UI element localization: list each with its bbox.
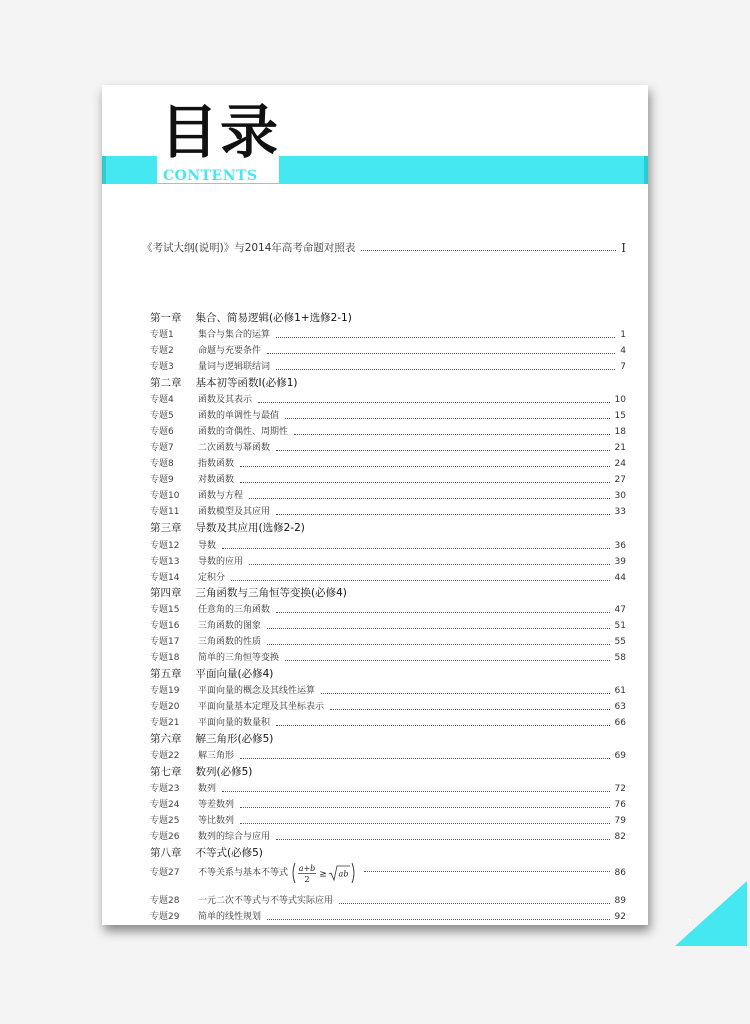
toc-entry-syllabus[interactable]: [142, 240, 626, 254]
toc-entry[interactable]: [150, 392, 626, 406]
chapter-title: 解三角形(必修5): [195, 733, 274, 745]
toc-entry[interactable]: [150, 683, 626, 697]
toc-entry[interactable]: [150, 797, 626, 811]
chapter-title: 导数及其应用(选修2-2): [195, 522, 305, 534]
topic-page: 55: [614, 637, 626, 647]
toc-entry[interactable]: [150, 909, 626, 923]
topic-page: 92: [614, 912, 626, 922]
topic-title: 定积分: [198, 573, 226, 583]
toc-entry[interactable]: [150, 602, 626, 616]
page-subtitle: CONTENTS: [163, 168, 258, 184]
dot-leader: [222, 548, 610, 549]
topic-title: 函数与方程: [198, 491, 244, 501]
page-corner-marker: [675, 881, 747, 946]
dot-leader: [276, 612, 610, 613]
topic-number: 专题1: [150, 330, 174, 340]
toc-page: [102, 85, 648, 925]
toc-entry[interactable]: [150, 359, 626, 373]
page-title: 目录: [160, 98, 281, 166]
toc-entry[interactable]: [150, 456, 626, 470]
dot-leader: [276, 839, 610, 840]
topic-title: 导数: [198, 541, 217, 551]
topic-page: 72: [614, 784, 626, 794]
toc-entry[interactable]: [150, 538, 626, 552]
topic-page: 47: [614, 605, 626, 615]
dot-leader: [330, 709, 610, 710]
topic-page: 76: [614, 800, 626, 810]
topic-page: 33: [614, 507, 626, 517]
toc-entry[interactable]: [150, 650, 626, 664]
dot-leader: [231, 580, 610, 581]
topic-number: 专题4: [150, 395, 174, 405]
topic-page: 15: [614, 411, 626, 421]
topic-title: 等差数列: [198, 800, 235, 810]
inequality-formula: [290, 864, 358, 884]
topic-page: 58: [614, 653, 626, 663]
dot-leader: [276, 514, 610, 515]
chapter-number: 第三章: [150, 522, 182, 534]
topic-page: 89: [614, 896, 626, 906]
topic-number: 专题6: [150, 427, 174, 437]
toc-entry-page: I: [621, 241, 626, 255]
chapter-title: 数列(必修5): [195, 766, 253, 778]
topic-title: 不等关系与基本不等式: [198, 868, 289, 878]
dot-leader: [240, 482, 610, 483]
chapter-title: 不等式(必修5): [195, 847, 263, 859]
topic-title: 函数的奇偶性、周期性: [198, 427, 289, 437]
topic-number: 专题23: [150, 784, 180, 794]
topic-title: 平面向量的概念及其线性运算: [198, 686, 316, 696]
toc-entry[interactable]: [150, 781, 626, 795]
topic-page: 63: [614, 702, 626, 712]
toc-entry[interactable]: [150, 488, 626, 502]
dot-leader: [240, 823, 610, 824]
dot-leader: [361, 250, 616, 251]
chapter-heading[interactable]: [150, 311, 626, 325]
dot-leader: [249, 564, 610, 565]
dot-leader: [240, 758, 610, 759]
chapter-heading[interactable]: [150, 667, 626, 681]
topic-number: 专题13: [150, 557, 180, 567]
topic-number: 专题25: [150, 816, 180, 826]
dot-leader: [276, 337, 615, 338]
topic-number: 专题28: [150, 896, 180, 906]
chapter-number: 第七章: [150, 766, 182, 778]
toc-entry[interactable]: [150, 327, 626, 341]
topic-title: 平面向量的数量积: [198, 718, 271, 728]
topic-number: 专题22: [150, 751, 180, 761]
topic-title: 数列: [198, 784, 217, 794]
topic-number: 专题2: [150, 346, 174, 356]
topic-page: 21: [614, 443, 626, 453]
topic-page: 36: [614, 541, 626, 551]
topic-number: 专题24: [150, 800, 180, 810]
toc-entry[interactable]: [150, 343, 626, 357]
topic-title: 集合与集合的运算: [198, 330, 271, 340]
topic-title: 量词与逻辑联结词: [198, 362, 271, 372]
topic-title: 命题与充要条件: [198, 346, 262, 356]
corner-page-number: 1: [687, 918, 693, 927]
topic-page: 66: [614, 718, 626, 728]
left-paren: [293, 863, 295, 883]
chapter-title: 平面向量(必修4): [195, 668, 274, 680]
topic-number: 专题3: [150, 362, 174, 372]
dot-leader: [258, 402, 610, 403]
toc-entry[interactable]: [150, 472, 626, 486]
chapter-number: 第八章: [150, 847, 182, 859]
toc-entry[interactable]: [150, 699, 626, 713]
topic-page: 51: [614, 621, 626, 631]
topic-page: 61: [614, 686, 626, 696]
topic-number: 专题8: [150, 459, 174, 469]
right-paren: [352, 863, 354, 883]
topic-title: 二次函数与幂函数: [198, 443, 271, 453]
topic-page: 4: [620, 346, 626, 356]
topic-title: 任意角的三角函数: [198, 605, 271, 615]
toc-entry[interactable]: [150, 440, 626, 454]
topic-number: 专题12: [150, 541, 180, 551]
topic-title: 函数模型及其应用: [198, 507, 271, 517]
toc-entry[interactable]: [150, 813, 626, 827]
toc-entry-label: 《考试大纲(说明)》与2014年高考命题对照表: [142, 242, 356, 254]
topic-number: 专题5: [150, 411, 174, 421]
topic-page: 86: [614, 868, 626, 878]
topic-title: 一元二次不等式与不等式实际应用: [198, 896, 334, 906]
toc-entry[interactable]: [150, 748, 626, 762]
topic-page: 10: [614, 395, 626, 405]
topic-page: 30: [614, 491, 626, 501]
topic-page: 79: [614, 816, 626, 826]
ge-sign: ≥: [319, 869, 327, 880]
chapter-heading[interactable]: [150, 521, 626, 535]
chapter-number: 第五章: [150, 668, 182, 680]
chapter-number: 第一章: [150, 312, 182, 324]
dot-leader: [267, 644, 610, 645]
topic-title: 等比数列: [198, 816, 235, 826]
chapter-heading[interactable]: [150, 376, 626, 390]
chapter-number: 第六章: [150, 733, 182, 745]
chapter-heading[interactable]: [150, 765, 626, 779]
topic-page: 24: [614, 459, 626, 469]
topic-number: 专题14: [150, 573, 180, 583]
topic-number: 专题16: [150, 621, 180, 631]
dot-leader: [267, 353, 615, 354]
topic-title: 三角函数的图象: [198, 621, 262, 631]
topic-page: 18: [614, 427, 626, 437]
topic-title: 平面向量基本定理及其坐标表示: [198, 702, 325, 712]
topic-page: 82: [614, 832, 626, 842]
toc-entry[interactable]: [150, 893, 626, 907]
chapter-heading[interactable]: [150, 586, 626, 600]
dot-leader: [276, 369, 615, 370]
topic-number: 专题26: [150, 832, 180, 842]
topic-page: 39: [614, 557, 626, 567]
chapter-number: 第四章: [150, 587, 182, 599]
topic-page: 69: [614, 751, 626, 761]
topic-number: 专题17: [150, 637, 180, 647]
chapter-number: 第二章: [150, 377, 182, 389]
fraction-numerator: a+b: [298, 864, 316, 873]
topic-title: 简单的三角恒等变换: [198, 653, 280, 663]
topic-number: 专题21: [150, 718, 180, 728]
sqrt-radicand: ab: [338, 869, 349, 879]
topic-number: 专题11: [150, 507, 180, 517]
topic-title: 导数的应用: [198, 557, 244, 567]
topic-number: 专题29: [150, 912, 180, 922]
toc-entry[interactable]: [150, 408, 626, 422]
toc-entry[interactable]: [150, 829, 626, 843]
topic-number: 专题7: [150, 443, 174, 453]
formula-graphic: [290, 862, 358, 884]
chapter-title: 三角函数与三角恒等变换(必修4): [195, 587, 347, 599]
topic-page: 44: [614, 573, 626, 583]
toc-entry[interactable]: [150, 554, 626, 568]
toc-entry[interactable]: [150, 618, 626, 632]
chapter-heading[interactable]: [150, 732, 626, 746]
dot-leader: [364, 871, 610, 872]
topic-title: 函数的单调性与最值: [198, 411, 280, 421]
dot-leader: [267, 628, 610, 629]
topic-page: 1: [620, 330, 626, 340]
chapter-heading[interactable]: [150, 846, 626, 860]
dot-leader: [240, 466, 610, 467]
topic-title: 三角函数的性质: [198, 637, 262, 647]
dot-leader: [321, 693, 610, 694]
toc-entry[interactable]: [150, 634, 626, 648]
topic-title: 解三角形: [198, 751, 235, 761]
topic-title: 函数及其表示: [198, 395, 253, 405]
dot-leader: [267, 919, 610, 920]
fraction-denominator: 2: [304, 875, 310, 884]
topic-page: 7: [620, 362, 626, 372]
topic-number: 专题10: [150, 491, 180, 501]
topic-title: 数列的综合与应用: [198, 832, 271, 842]
dot-leader: [240, 807, 610, 808]
dot-leader: [294, 434, 610, 435]
dot-leader: [249, 498, 610, 499]
toc-entry[interactable]: [150, 504, 626, 518]
topic-page: 27: [614, 475, 626, 485]
topic-title: 指数函数: [198, 459, 235, 469]
topic-title: 简单的线性规划: [198, 912, 262, 922]
toc-entry[interactable]: [150, 862, 626, 884]
toc-entry[interactable]: [150, 424, 626, 438]
topic-number: 专题15: [150, 605, 180, 615]
topic-title: 对数函数: [198, 475, 235, 485]
topic-number: 专题18: [150, 653, 180, 663]
chapter-title: 集合、简易逻辑(必修1+选修2-1): [195, 312, 352, 324]
topic-number: 专题9: [150, 475, 174, 485]
toc-entry[interactable]: [150, 715, 626, 729]
dot-leader: [276, 725, 610, 726]
dot-leader: [285, 418, 610, 419]
dot-leader: [222, 791, 610, 792]
dot-leader: [339, 903, 610, 904]
topic-number: 专题19: [150, 686, 180, 696]
toc-entry[interactable]: [150, 570, 626, 584]
dot-leader: [285, 660, 610, 661]
topic-number: 专题27: [150, 868, 180, 878]
topic-number: 专题20: [150, 702, 180, 712]
dot-leader: [276, 450, 610, 451]
chapter-title: 基本初等函数I(必修1): [195, 377, 298, 389]
